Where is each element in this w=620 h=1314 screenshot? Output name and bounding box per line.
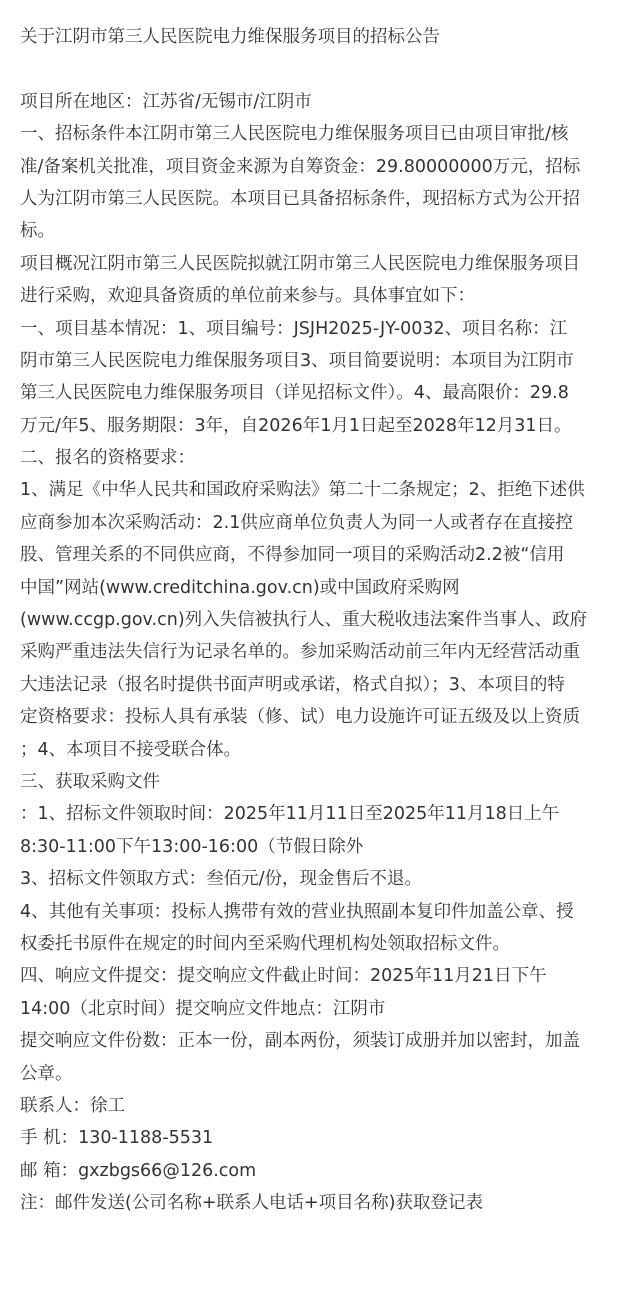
- text-line: 人为江阴市第三人民医院。本项目已具备招标条件，现招标方式为公开招: [20, 188, 580, 209]
- text-line: 一、招标条件本江阴市第三人民医院电力维保服务项目已由项目审批/核: [20, 124, 569, 145]
- text-line: 三、获取采购文件: [20, 771, 160, 792]
- paragraph: [20, 1122, 600, 1154]
- paragraph: [20, 766, 600, 798]
- text-line: 应商参加本次采购活动：2.1供应商单位负责人为同一人或者存在直接控: [20, 512, 573, 533]
- text-line: ：1、招标文件领取时间：2025年11月11日至2025年11月18日上午: [20, 804, 560, 825]
- text-line: 阴市第三人民医院电力维保服务项目3、项目简要说明：本项目为江阴市: [20, 350, 574, 371]
- text-line: 联系人：徐工: [20, 1095, 125, 1116]
- text-line: 中国”网站(www.creditchina.gov.cn)或中国政府采购网: [20, 577, 460, 598]
- text-line: 大违法记录（报名时提供书面声明或承诺，格式自拟）；3、本项目的特: [20, 674, 565, 695]
- text-line: 标。: [20, 221, 55, 242]
- text-line: 权委托书原件在规定的时间内至采购代理机构处领取招标文件。: [20, 933, 510, 954]
- text-line: ；4、本项目不接受联合体。: [20, 739, 242, 760]
- text-line: 第三人民医院电力维保服务项目（详见招标文件）。4、最高限价：29.8: [20, 383, 569, 404]
- paragraph: [20, 86, 600, 118]
- text-line: 项目概况江阴市第三人民医院拟就江阴市第三人民医院电力维保服务项目: [20, 253, 580, 274]
- text-line: 一、项目基本情况：1、项目编号：JSJH2025-JY-0032、项目名称：江: [20, 318, 568, 339]
- text-line: 万元/年5、服务期限：3年，自2026年1月1日起至2028年12月31日。: [20, 415, 572, 436]
- paragraph: [20, 442, 600, 474]
- text-line: 14:00（北京时间）提交响应文件地点：江阴市: [20, 998, 386, 1019]
- text-line: 提交响应文件份数：正本一份，副本两份，须装订成册并加以密封，加盖: [20, 1031, 580, 1052]
- paragraph: [20, 896, 600, 961]
- paragraph: [20, 118, 600, 248]
- text-line: 四、响应文件提交：提交响应文件截止时间：2025年11月21日下午: [20, 966, 547, 987]
- text-line: 1、满足《中华人民共和国政府采购法》第二十二条规定；2、拒绝下述供: [20, 480, 585, 501]
- text-line: 公章。: [20, 1063, 73, 1084]
- text-line: 定资格要求：投标人具有承装（修、试）电力设施许可证五级及以上资质: [20, 707, 580, 728]
- text-line: 股、管理关系的不同供应商，不得参加同一项目的采购活动2.2被“信用: [20, 545, 565, 566]
- paragraph: [20, 474, 600, 766]
- document-body: [20, 86, 600, 1220]
- paragraph: [20, 863, 600, 895]
- text-line: 采购严重违法失信行为记录名单的。参加采购活动前三年内无经营活动重: [20, 642, 580, 663]
- text-line: 二、报名的资格要求：: [20, 448, 195, 469]
- paragraph: [20, 1155, 600, 1187]
- text-line: 进行采购，欢迎具备资质的单位前来参与。具体事宜如下：: [20, 286, 475, 307]
- text-line: 4、其他有关事项：投标人携带有效的营业执照副本复印件加盖公章、授: [20, 901, 574, 922]
- paragraph: [20, 960, 600, 1025]
- text-line: 8:30-11:00下午13:00-16:00（节假日除外: [20, 836, 364, 857]
- blank-line: [20, 53, 600, 85]
- paragraph: [20, 1187, 600, 1219]
- text-line: 项目所在地区：江苏省/无锡市/江阴市: [20, 91, 312, 112]
- text-line: 准/备案机关批准，项目资金来源为自筹资金：29.80000000万元，招标: [20, 156, 581, 177]
- document-title: 关于江阴市第三人民医院电力维保服务项目的招标公告: [20, 27, 440, 47]
- paragraph: [20, 798, 600, 863]
- paragraph: [20, 1025, 600, 1090]
- text-line: 3、招标文件领取方式：叁佰元/份，现金售后不退。: [20, 869, 423, 890]
- paragraph: [20, 248, 600, 313]
- text-line: 邮 箱：gxzbgs66@126.com: [20, 1160, 257, 1181]
- text-line: (www.ccgp.gov.cn)列入失信被执行人、重大税收违法案件当事人、政府: [20, 610, 588, 631]
- paragraph: [20, 313, 600, 443]
- paragraph: [20, 1090, 600, 1122]
- text-line: 注：邮件发送(公司名称+联系人电话+项目名称)获取登记表: [20, 1193, 483, 1214]
- text-line: 手 机：130-1188-5531: [20, 1128, 214, 1149]
